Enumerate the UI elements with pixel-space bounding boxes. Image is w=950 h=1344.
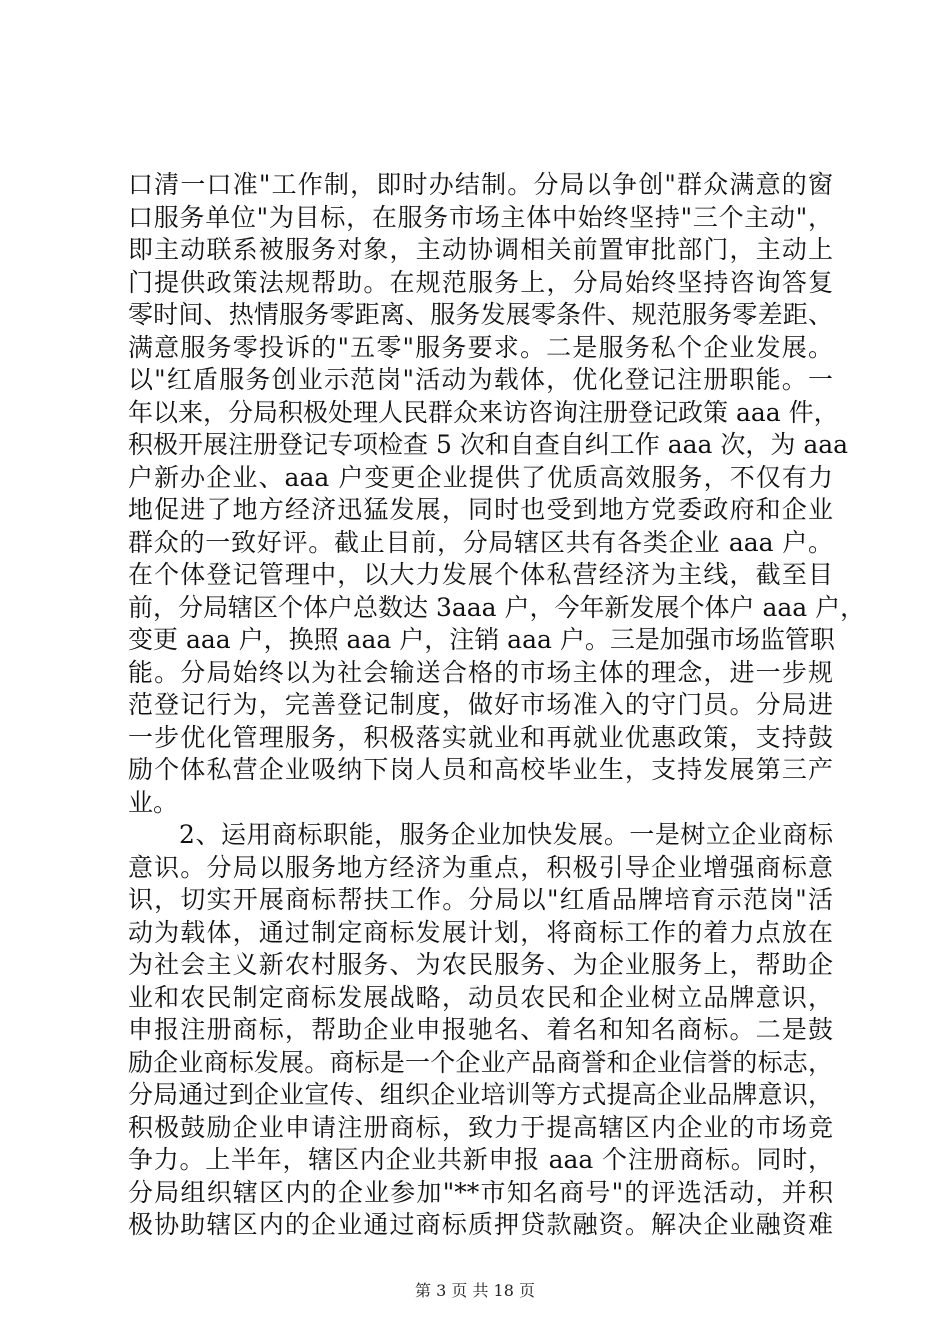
- text-line: 门提供政策法规帮助。在规范服务上，分局始终坚持咨询答复: [128, 267, 833, 297]
- text-line: 以"红盾服务创业示范岗"活动为载体，优化登记注册职能。一: [128, 365, 833, 394]
- text-line: 2、运用商标职能，服务企业加快发展。一是树立企业商标: [128, 820, 833, 849]
- text-line: 分局组织辖区内的企业参加"**市知名商号"的评选活动，并积: [128, 1177, 833, 1207]
- text-line: 申报注册商标，帮助企业申报驰名、着名和知名商标。二是鼓: [128, 1015, 833, 1044]
- text-line: 励个体私营企业吸纳下岗人员和高校毕业生，支持发展第三产: [128, 755, 833, 784]
- text-line: 极协助辖区内的企业通过商标质押贷款融资。解决企业融资难: [128, 1210, 833, 1239]
- text-line: 在个体登记管理中，以大力发展个体私营经济为主线，截至目: [128, 560, 833, 589]
- text-line: 识，切实开展商标帮扶工作。分局以"红盾品牌培育示范岗"活: [128, 885, 833, 914]
- text-line: 地促进了地方经济迅猛发展，同时也受到地方党委政府和企业: [128, 495, 833, 524]
- text-line: 零时间、热情服务零距离、服务发展零条件、规范服务零差距、: [128, 300, 833, 329]
- text-line: 户新办企业、aaa 户变更企业提供了优质高效服务，不仅有力: [128, 462, 833, 492]
- text-line: 口服务单位"为目标，在服务市场主体中始终坚持"三个主动"，: [128, 202, 833, 232]
- text-line: 变更 aaa 户，换照 aaa 户，注销 aaa 户。三是加强市场监管职: [128, 625, 835, 654]
- text-line: 争力。上半年，辖区内企业共新申报 aaa 个注册商标。同时，: [128, 1145, 833, 1174]
- text-line: 业和农民制定商标发展战略，动员农民和企业树立品牌意识，: [128, 982, 833, 1012]
- text-line: 积极开展注册登记专项检查 5 次和自查自纠工作 aaa 次，为 aaa: [128, 430, 849, 459]
- text-line: 动为载体，通过制定商标发展计划，将商标工作的着力点放在: [128, 917, 833, 947]
- text-line: 即主动联系被服务对象，主动协调相关前置审批部门，主动上: [128, 235, 833, 264]
- page-footer: 第 3 页 共 18 页: [415, 1281, 535, 1300]
- body-text: [128, 169, 866, 1242]
- text-line: 分局通过到企业宣传、组织企业培训等方式提高企业品牌意识，: [128, 1080, 833, 1109]
- text-line: 意识。分局以服务地方经济为重点，积极引导企业增强商标意: [128, 852, 833, 882]
- text-line: 口清一口准"工作制，即时办结制。分局以争创"群众满意的窗: [128, 170, 833, 199]
- text-line: 为社会主义新农村服务、为农民服务、为企业服务上，帮助企: [128, 950, 833, 979]
- text-line: 励企业商标发展。商标是一个企业产品商誉和企业信誉的标志，: [128, 1047, 833, 1077]
- text-line: 范登记行为，完善登记制度，做好市场准入的守门员。分局进: [128, 690, 833, 719]
- text-line: 前，分局辖区个体户总数达 3aaa 户，今年新发展个体户 aaa 户，: [128, 592, 866, 622]
- text-line: 一步优化管理服务，积极落实就业和再就业优惠政策，支持鼓: [128, 722, 833, 752]
- text-line: 业。: [128, 787, 179, 817]
- text-line: 群众的一致好评。截止目前，分局辖区共有各类企业 aaa 户。: [128, 527, 833, 557]
- text-line: 能。分局始终以为社会输送合格的市场主体的理念，进一步规: [128, 657, 833, 687]
- text-line: 满意服务零投诉的"五零"服务要求。二是服务私个企业发展。: [128, 332, 833, 362]
- text-line: 年以来，分局积极处理人民群众来访咨询注册登记政策 aaa 件，: [128, 397, 839, 427]
- text-line: 积极鼓励企业申请注册商标，致力于提高辖区内企业的市场竞: [128, 1112, 833, 1142]
